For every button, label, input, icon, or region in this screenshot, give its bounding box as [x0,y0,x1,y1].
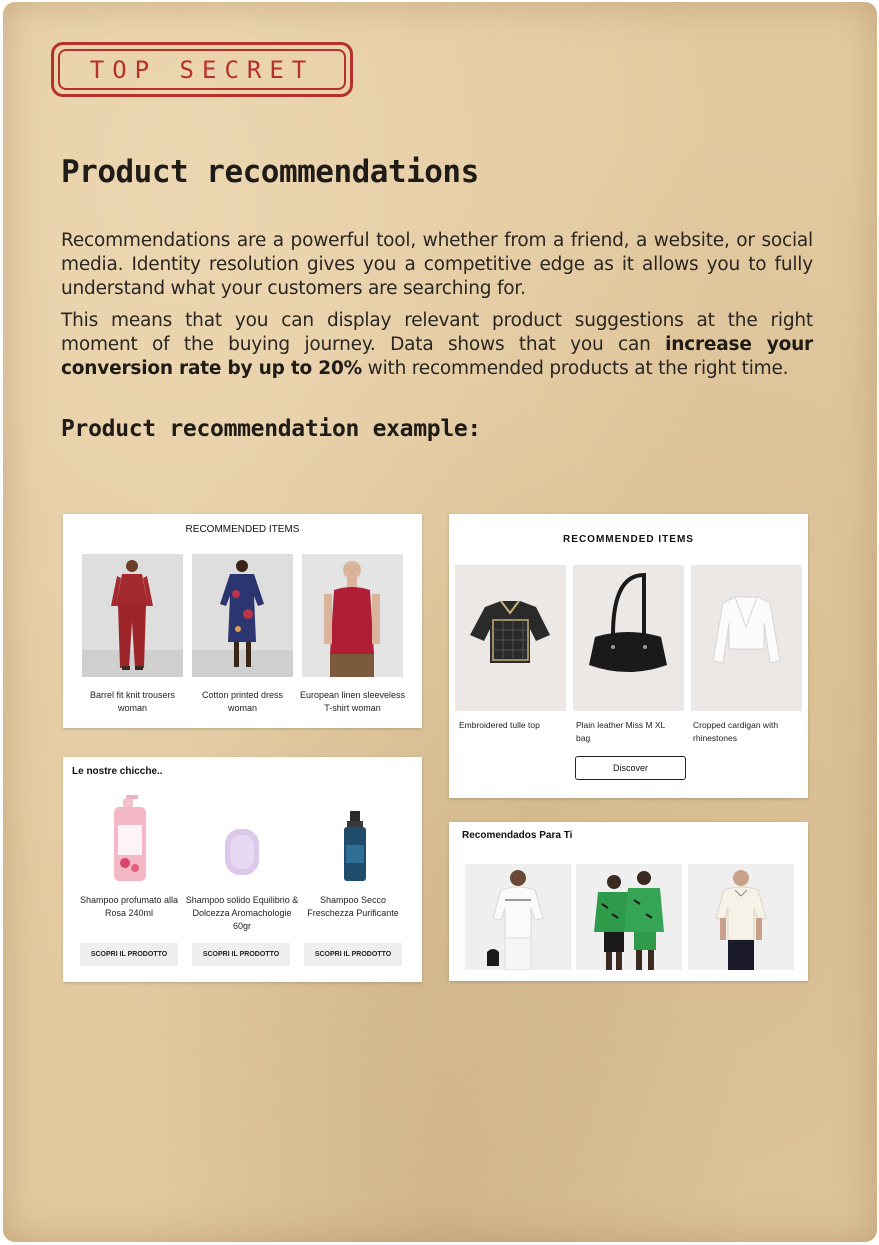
top-secret-stamp [51,42,353,97]
product-caption[interactable]: European linen sleeveless T-shirt woman [299,690,406,713]
scopri-prodotto-button[interactable]: SCOPRI IL PRODOTTO [80,943,178,966]
card-title: Le nostre chicche.. [72,766,163,777]
blue-spray-icon[interactable] [326,807,383,885]
card-title: Recomendados Para Ti [462,830,573,841]
card-title: RECOMMENDED ITEMS [563,534,694,545]
product-caption[interactable]: Shampoo profumato alla Rosa 240ml [79,895,179,918]
product-caption[interactable]: Cotton printed dress woman [201,690,284,713]
nostre-chicche-card [63,757,422,982]
tulle-top-icon[interactable] [455,565,566,711]
recomendados-para-ti-card [449,822,808,981]
stamp-label: TOP SECRET [89,55,315,84]
recommended-items-card-luxury [449,514,808,798]
models-green-print-icon[interactable] [576,864,682,970]
product-caption[interactable]: Shampoo Secco Freschezza Purificante [307,895,399,918]
white-cardigan-icon[interactable] [691,565,802,711]
conversion-highlight: increase your conversion rate by up to 20% [61,334,813,379]
product-caption[interactable]: Plain leather Miss M XL bag [576,720,665,743]
model-red-trousers-icon[interactable] [82,554,183,677]
model-red-tank-icon[interactable] [302,554,403,677]
lilac-soap-icon[interactable] [213,819,270,885]
pink-bottle-icon[interactable] [101,795,158,885]
model-cream-tee-icon[interactable] [688,864,794,970]
intro-paragraph: Recommendations are a powerful tool, whether from a friend, a website, or social media. Identity resolution gives you a competitive edge as it allows you to fully understand what your customers are searching for. [61,230,813,299]
card-title: RECOMMENDED ITEMS [185,524,300,535]
product-caption[interactable]: Embroidered tulle top [459,720,540,730]
paper-background [3,2,877,1242]
model-printed-dress-icon[interactable] [192,554,293,677]
scopri-prodotto-button[interactable]: SCOPRI IL PRODOTTO [192,943,290,966]
model-white-tee-icon[interactable] [465,864,571,970]
example-subtitle: Product recommendation example: [61,416,481,442]
conversion-paragraph: This means that you can display relevant product suggestions at the right moment of the buying journey. Data shows that you can increase your conversion rate by up to 20% with recommended products at the right time. [61,310,813,379]
scopri-prodotto-button[interactable]: SCOPRI IL PRODOTTO [304,943,402,966]
product-caption[interactable]: Shampoo solido Equilibrio & Dolcezza Aromachologie 60gr [185,895,299,931]
leather-bag-icon[interactable] [573,565,684,711]
product-caption[interactable]: Cropped cardigan with rhinestones [693,720,779,743]
recommended-items-card-fashion [63,514,422,728]
product-caption[interactable]: Barrel fit knit trousers woman [89,690,176,713]
page-title: Product recommendations [61,154,479,190]
discover-button[interactable]: Discover [575,756,686,780]
